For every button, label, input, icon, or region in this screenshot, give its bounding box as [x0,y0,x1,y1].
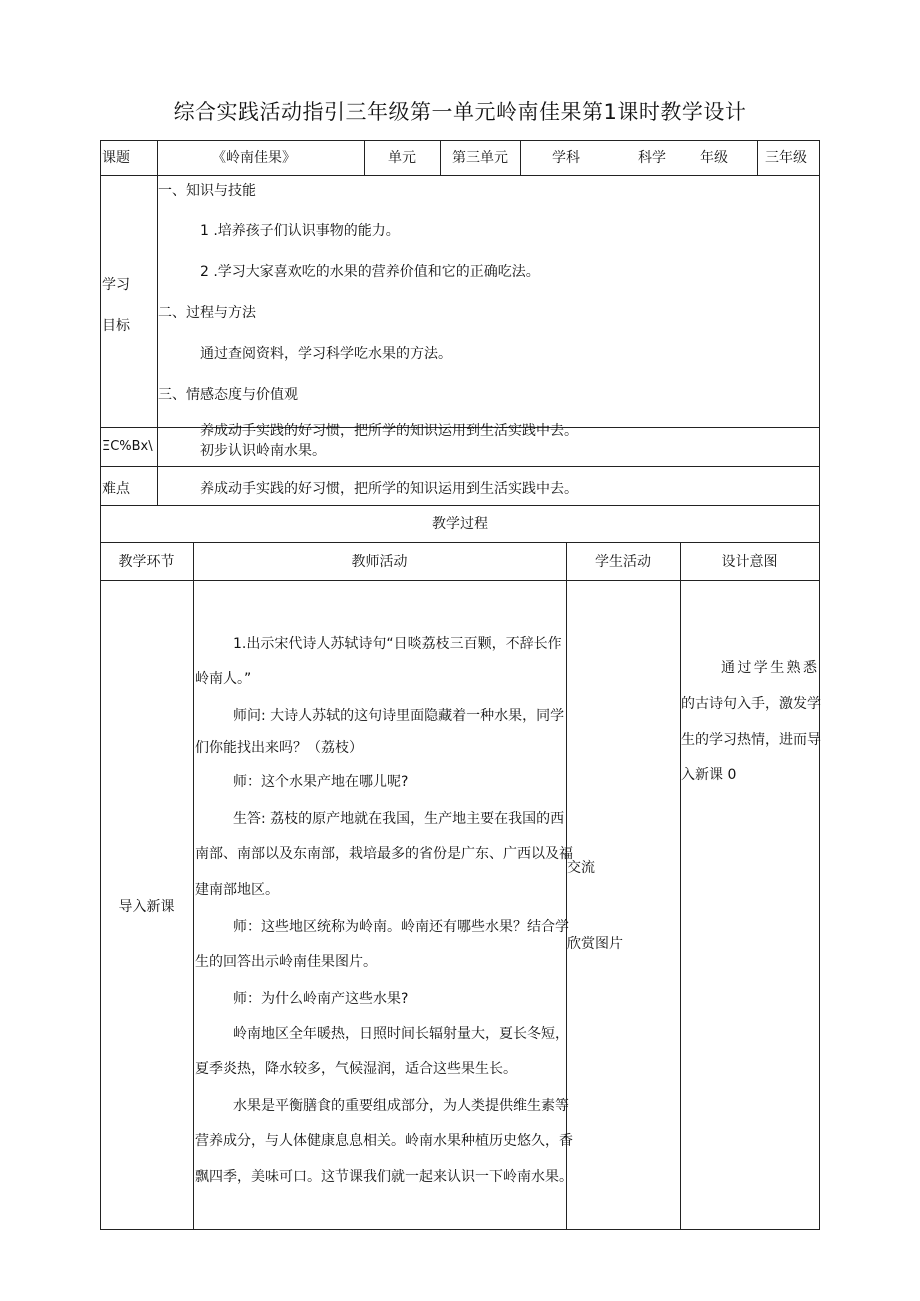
grade-label: 年级 [700,150,728,166]
objectives-label: 学习 [102,277,130,293]
section-heading: 一、知识与技能 [158,183,256,199]
intent-line: 生的学习热情，进而导 [681,732,821,748]
difficulty-label: 难点 [102,481,130,497]
teacher-line: 生答: 荔枝的原产地就在我国，生产地主要在我国的西 [233,811,565,827]
difficulty-text: 养成动手实践的好习惯，把所学的知识运用到生活实践中去。 [200,481,578,497]
document-title: 综合实践活动指引三年级第一单元岭南佳果第1课时教学设计 [173,100,747,124]
teacher-line: 师：为什么岭南产这些水果? [233,991,409,1007]
teacher-line: 建南部地区。 [195,882,279,898]
objective-item: 2 .学习大家喜欢吃的水果的营养价值和它的正确吃法。 [200,264,540,280]
teacher-line: 师：这个水果产地在哪儿呢? [233,774,409,790]
student-activity: 欣赏图片 [567,936,623,952]
teacher-line: 师问: 大诗人苏轼的这句诗里面隐藏着一种水果，同学 [233,708,565,724]
topic-value: 《岭南佳果》 [212,150,296,166]
key-point-label: ΞC%Bx\ [102,439,153,454]
process-heading: 教学过程 [432,516,488,532]
objective-item: 养成动手实践的好习惯，把所学的知识运用到生活实践中去。 [200,423,578,439]
table-border [100,1229,820,1230]
teacher-line: 1.出示宋代诗人苏轼诗句“日啖荔枝三百颗，不辞长作 [233,636,562,652]
objectives-label: 目标 [102,318,130,334]
teacher-line: 飘四季，美味可口。这节课我们就一起来认识一下岭南水果。 [195,1169,573,1185]
unit-value: 第三单元 [452,150,508,166]
stage-name: 导入新课 [118,899,175,915]
teacher-line: 营养成分，与人体健康息息相关。岭南水果种植历史悠久，香 [195,1133,573,1149]
section-heading: 三、情感态度与价值观 [158,387,298,403]
teacher-line: 南部、南部以及东南部，栽培最多的省份是广东、广西以及福 [195,846,573,862]
table-border [100,140,101,1230]
topic-label: 课题 [102,150,130,166]
teacher-line: 岭南地区全年暖热，日照时间长辐射量大，夏长冬短， [233,1026,569,1042]
key-point-text: 初步认识岭南水果。 [200,443,326,459]
intent-line: 的古诗句入手，激发学 [681,696,821,712]
column-header-intent: 设计意图 [721,554,778,570]
column-header-student: 学生活动 [595,554,651,570]
grade-value: 三年级 [765,150,807,166]
teacher-activity [195,581,573,1227]
unit-label: 单元 [388,150,416,166]
table-border [819,140,820,1230]
teacher-line: 夏季炎热，降水较多，气候湿润，适合这些果生长。 [195,1061,517,1077]
table-border [193,542,194,1230]
table-border [100,140,820,141]
teacher-line: 水果是平衡膳食的重要组成部分，为人类提供维生素等 [233,1098,569,1114]
table-border [520,140,521,175]
design-intent [681,581,819,1227]
teacher-line: 师：这些地区统称为岭南。岭南还有哪些水果？结合学 [233,919,569,935]
table-border [100,466,820,467]
teacher-line: 们你能找出来吗？（荔枝） [195,740,363,756]
teacher-line: 岭南人。” [195,671,252,687]
table-border [364,140,365,175]
table-border [100,542,820,543]
column-header-teacher: 教师活动 [351,554,408,570]
intent-line: 入新课 0 [681,767,737,783]
column-header-stage: 教学环节 [118,554,175,570]
section-heading: 二、过程与方法 [158,305,256,321]
subject-value: 科学 [638,150,666,166]
teacher-line: 生的回答出示岭南佳果图片。 [195,954,377,970]
table-border [566,542,567,1230]
objective-item: 通过查阅资料，学习科学吃水果的方法。 [200,346,452,362]
table-border [440,140,441,175]
subject-label: 学科 [552,150,580,166]
intent-line: 通过学生熟悉 [721,660,820,676]
student-activity: 交流 [567,860,595,876]
objective-item: 1 .培养孩子们认识事物的能力。 [200,223,400,239]
table-border [757,140,758,175]
objectives-content [158,176,818,439]
table-border [100,505,820,506]
